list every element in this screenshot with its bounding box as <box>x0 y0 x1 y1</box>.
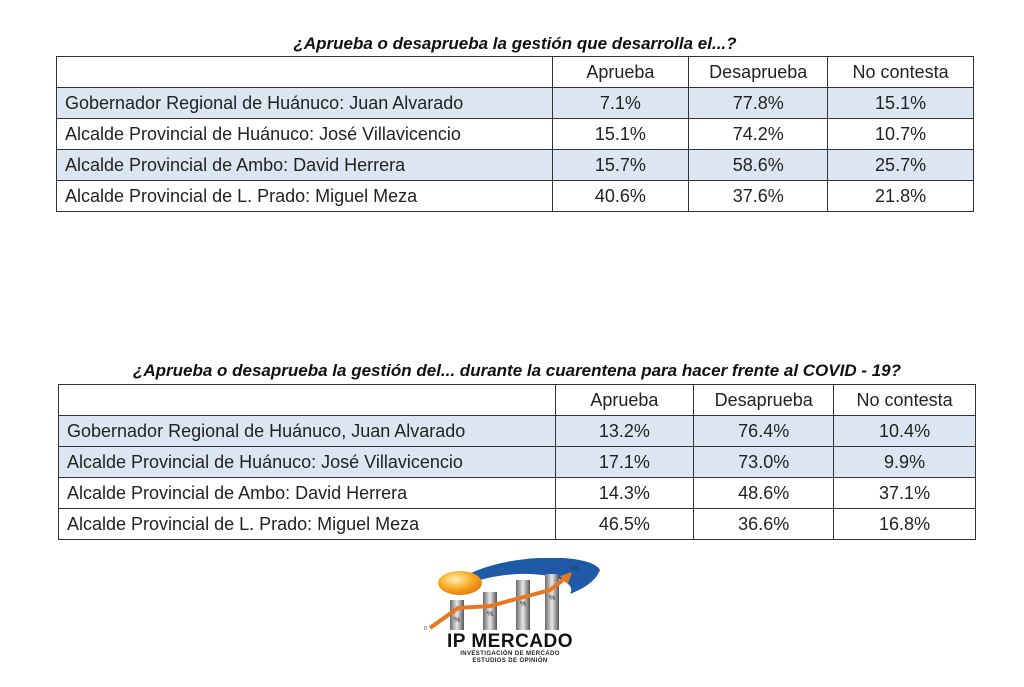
cell-desaprueba: 74.2% <box>689 119 828 150</box>
row-label: Alcalde Provincial de Huánuco: José Villavicencio <box>57 119 553 150</box>
cell-aprueba: 13.2% <box>555 416 694 447</box>
header-blank <box>59 385 556 416</box>
logo-graphic-icon <box>410 558 610 633</box>
cell-desaprueba: 37.6% <box>689 181 828 212</box>
table1-title: ¿Aprueba o desaprueba la gestión que desarrolla el...? <box>293 34 737 53</box>
header-no-contesta: No contesta <box>834 385 976 416</box>
logo-subtitle-2: ESTUDIOS DE OPINIÓN <box>472 658 548 664</box>
cell-desaprueba: 77.8% <box>689 88 828 119</box>
cell-no-contesta: 37.1% <box>834 478 976 509</box>
svg-text:%: % <box>549 595 556 602</box>
header-blank <box>57 57 553 88</box>
ip-mercado-logo <box>410 558 610 668</box>
cell-no-contesta: 16.8% <box>834 509 976 540</box>
table-row <box>57 119 974 150</box>
table1 <box>56 56 974 212</box>
svg-text:%: % <box>520 601 527 608</box>
logo-subtitle-1: INVESTIGACIÓN DE MERCADO <box>460 651 560 657</box>
svg-text:0: 0 <box>424 626 427 632</box>
table-row <box>59 509 976 540</box>
cell-no-contesta: 21.8% <box>828 181 974 212</box>
svg-text:100: 100 <box>570 566 579 572</box>
table-row <box>57 181 974 212</box>
cell-desaprueba: 48.6% <box>694 478 834 509</box>
header-aprueba: Aprueba <box>552 57 689 88</box>
header-desaprueba: Desaprueba <box>689 57 828 88</box>
row-label: Gobernador Regional de Huánuco, Juan Alvarado <box>59 416 556 447</box>
table-row <box>59 416 976 447</box>
header-desaprueba: Desaprueba <box>694 385 834 416</box>
cell-aprueba: 7.1% <box>552 88 689 119</box>
row-label: Alcalde Provincial de Ambo: David Herrera <box>57 150 553 181</box>
table-row <box>59 478 976 509</box>
header-aprueba: Aprueba <box>555 385 694 416</box>
table2-header-row <box>59 385 976 416</box>
svg-text:%: % <box>454 617 461 624</box>
cell-aprueba: 46.5% <box>555 509 694 540</box>
cell-no-contesta: 10.4% <box>834 416 976 447</box>
row-label: Alcalde Provincial de L. Prado: Miguel Meza <box>59 509 556 540</box>
cell-desaprueba: 73.0% <box>694 447 834 478</box>
cell-aprueba: 17.1% <box>555 447 694 478</box>
table-row <box>57 88 974 119</box>
row-label: Alcalde Provincial de L. Prado: Miguel Meza <box>57 181 553 212</box>
cell-aprueba: 40.6% <box>552 181 689 212</box>
cell-aprueba: 14.3% <box>555 478 694 509</box>
cell-no-contesta: 10.7% <box>828 119 974 150</box>
row-label: Alcalde Provincial de Ambo: David Herrera <box>59 478 556 509</box>
logo-name: IP MERCADO <box>446 631 574 652</box>
cell-aprueba: 15.7% <box>552 150 689 181</box>
header-no-contesta: No contesta <box>828 57 974 88</box>
table1-header-row <box>57 57 974 88</box>
table2 <box>58 384 976 540</box>
row-label: Alcalde Provincial de Huánuco: José Villavicencio <box>59 447 556 478</box>
cell-aprueba: 15.1% <box>552 119 689 150</box>
table-row <box>59 447 976 478</box>
cell-desaprueba: 36.6% <box>694 509 834 540</box>
svg-text:%: % <box>487 611 494 618</box>
cell-no-contesta: 25.7% <box>828 150 974 181</box>
table-row <box>57 150 974 181</box>
cell-no-contesta: 15.1% <box>828 88 974 119</box>
table2-title: ¿Aprueba o desaprueba la gestión del... durante la cuarentena para hacer frente al COVID - 19? <box>132 361 902 380</box>
row-label: Gobernador Regional de Huánuco: Juan Alvarado <box>57 88 553 119</box>
cell-desaprueba: 58.6% <box>689 150 828 181</box>
cell-desaprueba: 76.4% <box>694 416 834 447</box>
cell-no-contesta: 9.9% <box>834 447 976 478</box>
